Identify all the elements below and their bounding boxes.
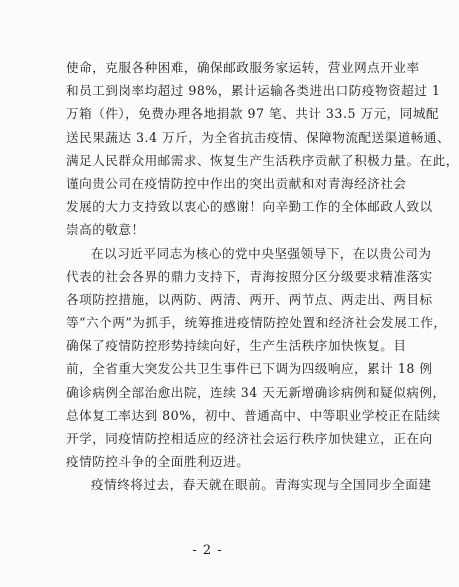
body-text (66, 56, 459, 497)
text-line: 确诊病例全部治愈出院，连续 34 天无新增确诊病例和疑似病例， (66, 384, 446, 400)
text-line: 各项防控措施，以两防、两清、两开、两节点、两走出、两目标 (66, 291, 433, 307)
text-line: 送民果蔬达 3.4 万斤，为全省抗击疫情、保障物流配送渠道畅通、 (66, 129, 451, 145)
text-line: 满足人民群众用邮需求、恢复生产生活秩序贡献了积极力量。在此， (66, 152, 459, 168)
text-line: 在以习近平同志为核心的党中央坚强领导下，在以贵公司为 (91, 245, 432, 261)
text-line: 总体复工率达到 80%，初中、普通高中、中等职业学校正在陆续 (66, 407, 441, 423)
text-line: 疫情防控斗争的全面胜利迈进。 (66, 454, 250, 470)
text-line: 万箱（件），免费办理各地捐款 97 笔、共计 33.5 万元，同城配 (66, 106, 440, 122)
text-line: 开学，同疫情防控相适应的经济社会运行秩序加快建立，正在向 (66, 431, 433, 446)
text-line: 等“六个两”为抓手，统筹推进疫情防控处置和经济社会发展工作， (66, 315, 447, 331)
text-line: 前，全省重大突发公共卫生事件已下调为四级响应，累计 18 例 (66, 361, 433, 377)
text-line: 确保了疫情防控形势持续向好，生产生活秩序加快恢复。目 (66, 338, 407, 354)
text-line: 代表的社会各界的鼎力支持下，青海按照分区分级要求精准落实 (66, 268, 433, 284)
text-line: 谨向贵公司在疫情防控中作出的突出贡献和对青海经济社会 (66, 175, 407, 191)
text-line: 使命，克服各种困难，确保邮政服务家运转，营业网点开业率 (66, 60, 420, 75)
page-number: - 2 - (192, 543, 223, 558)
text-line: 发展的大力支持致以衷心的感谢！向辛勤工作的全体邮政人致以 (66, 199, 433, 215)
text-line: 崇高的敬意！ (66, 222, 145, 238)
text-line: 和员工到岗率均超过 98%，累计运输各类进出口防疫物资超过 1 (66, 83, 441, 99)
text-line: 疫情终将过去，春天就在眼前。青海实现与全国同步全面建 (91, 477, 432, 493)
